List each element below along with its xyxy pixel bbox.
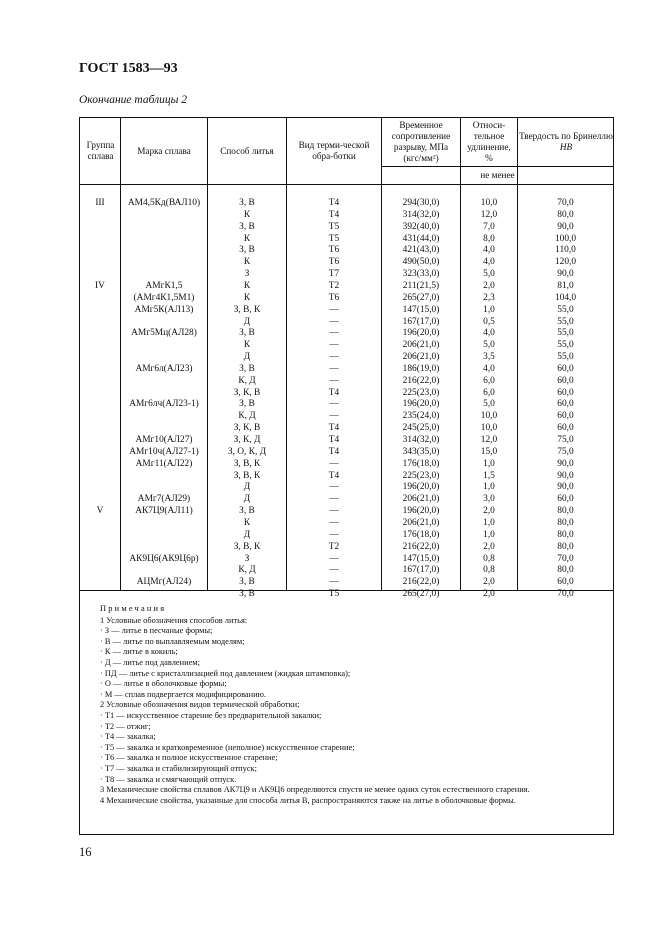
cell-hardness: 60,0 bbox=[557, 494, 574, 505]
cell-strength: 392(40,0) bbox=[402, 221, 440, 232]
cell-strength: 314(32,0) bbox=[402, 209, 440, 220]
cell-treatment: Т6 bbox=[328, 292, 340, 303]
header-bottom-rule bbox=[79, 184, 614, 185]
cell-grade: АК9Ц6(АК9Ц6р) bbox=[129, 553, 199, 564]
cell-treatment: — bbox=[329, 565, 339, 576]
cell-grade: АМг11(АЛ22) bbox=[135, 458, 193, 469]
cell-hardness: 70,0 bbox=[557, 198, 574, 208]
cell-strength: 196(20,0) bbox=[402, 328, 440, 339]
cell-hardness: 80,0 bbox=[557, 518, 574, 528]
cell-strength: 196(20,0) bbox=[402, 506, 440, 517]
cell-elongation: 2,0 bbox=[483, 280, 495, 291]
cell-strength: 225(23,0) bbox=[402, 470, 440, 481]
cell-group: IV bbox=[95, 280, 105, 291]
header-hardness: Твердость по Бринеллю НВ bbox=[519, 131, 613, 152]
cell-strength: 176(18,0) bbox=[402, 529, 440, 540]
cell-grade: АМгК1,5 bbox=[145, 280, 183, 291]
note-line: · Т4 — закалка; bbox=[100, 732, 156, 742]
cell-strength: 147(15,0) bbox=[402, 304, 440, 315]
cell-strength: 323(33,0) bbox=[402, 269, 440, 280]
note-line: · З — литье в песчаные формы; bbox=[100, 626, 213, 636]
cell-elongation: 7,0 bbox=[483, 221, 495, 232]
cell-elongation: 10,0 bbox=[480, 411, 498, 422]
cell-strength: 186(19,0) bbox=[402, 363, 440, 374]
cell-hardness: 60,0 bbox=[557, 577, 574, 588]
cell-grade: АМг6лч(АЛ23-1) bbox=[129, 399, 199, 410]
cell-treatment: Т4 bbox=[328, 435, 340, 445]
note-line: · Т6 — закалка и полное искусственное старение; bbox=[100, 753, 278, 763]
note-line: · Т1 — искусственное старение без предварительной закалки; bbox=[100, 710, 322, 720]
cell-elongation: 6,0 bbox=[483, 375, 495, 386]
notes-lines bbox=[100, 616, 605, 807]
cell-strength: 167(17,0) bbox=[402, 565, 440, 576]
cell-treatment: — bbox=[329, 399, 339, 410]
cell-strength: 216(22,0) bbox=[402, 541, 440, 552]
cell-grade: АМг5Мц(АЛ28) bbox=[131, 328, 197, 339]
note-line: · Т2 — отжиг; bbox=[100, 721, 151, 731]
cell-method: З, В, К bbox=[233, 458, 261, 469]
note-line: · В — литье по выплавляемым моделям; bbox=[100, 636, 245, 646]
cell-treatment: Т4 bbox=[328, 423, 340, 434]
cell-elongation: 10,0 bbox=[480, 198, 498, 208]
note-line: · К — литье в кокиль; bbox=[100, 647, 178, 657]
cell-method: З, В, К bbox=[233, 470, 261, 481]
cell-method: Д bbox=[243, 352, 251, 362]
cell-strength: 343(35,0) bbox=[402, 446, 440, 457]
cell-method: К bbox=[243, 280, 251, 291]
cell-strength: 216(22,0) bbox=[402, 577, 440, 588]
cell-hardness: 75,0 bbox=[557, 446, 574, 457]
cell-elongation: 5,0 bbox=[483, 269, 495, 280]
note-line: 4 Механические свойства, указанные для способа литья В, распространяются также на литье в оболочковые формы. bbox=[100, 795, 516, 805]
cell-method: К bbox=[243, 292, 251, 303]
notes-block bbox=[100, 604, 605, 806]
cell-elongation: 2,3 bbox=[483, 292, 495, 303]
cell-strength: 314(32,0) bbox=[402, 435, 440, 445]
cell-treatment: — bbox=[329, 340, 339, 351]
cell-treatment: — bbox=[329, 506, 339, 517]
cell-method: К, Д bbox=[238, 565, 256, 576]
col-divider bbox=[120, 117, 121, 590]
cell-strength: 167(17,0) bbox=[402, 316, 440, 327]
cell-strength: 176(18,0) bbox=[402, 458, 440, 469]
cell-method: К bbox=[243, 518, 251, 528]
cell-hardness: 90,0 bbox=[557, 470, 574, 481]
cell-treatment: Т2 bbox=[328, 541, 340, 552]
note-line: 2 Условные обозначения видов термической обработки; bbox=[100, 700, 300, 710]
note-line: · О — литье в оболочковые формы; bbox=[100, 679, 227, 689]
cell-strength: 235(24,0) bbox=[402, 411, 440, 422]
cell-method: Д bbox=[243, 494, 251, 505]
note-line: · Д — литье под давлением; bbox=[100, 657, 200, 667]
cell-grade: АМг7(АЛ29) bbox=[137, 494, 191, 505]
cell-method: З, В bbox=[239, 245, 255, 256]
cell-grade: АК7Ц9(АЛ11) bbox=[135, 506, 193, 517]
cell-method: З, К, В bbox=[233, 423, 261, 434]
cell-method: З, В, К bbox=[233, 541, 261, 552]
cell-method: З, В bbox=[239, 589, 255, 599]
cell-elongation: 1,0 bbox=[483, 518, 495, 528]
cell-elongation: 15,0 bbox=[480, 446, 498, 457]
cell-elongation: 8,0 bbox=[483, 233, 495, 244]
header-strength: Временное сопротивление разрыву, МПа (кгс/мм²) bbox=[391, 120, 451, 163]
cell-treatment: — bbox=[329, 316, 339, 327]
cell-hardness: 60,0 bbox=[557, 411, 574, 422]
cell-treatment: Т4 bbox=[328, 470, 340, 481]
cell-treatment: Т4 bbox=[328, 446, 340, 457]
cell-strength: 265(27,0) bbox=[402, 589, 440, 599]
note-line: · Т8 — закалка и смягчающий отпуск. bbox=[100, 774, 237, 784]
cell-method: К bbox=[243, 257, 251, 268]
cell-method: З bbox=[244, 269, 250, 280]
cell-treatment: Т4 bbox=[328, 198, 340, 208]
cell-hardness: 80,0 bbox=[557, 565, 574, 576]
cell-elongation: 12,0 bbox=[480, 209, 498, 220]
cell-treatment: — bbox=[329, 529, 339, 540]
cell-hardness: 55,0 bbox=[557, 328, 574, 339]
cell-elongation: 5,0 bbox=[483, 399, 495, 410]
note-line: · Т7 — закалка и стабилизирующий отпуск; bbox=[100, 763, 257, 773]
cell-method: К, Д bbox=[238, 411, 256, 422]
cell-treatment: Т6 bbox=[328, 257, 340, 268]
cell-treatment: — bbox=[329, 304, 339, 315]
cell-hardness: 80,0 bbox=[557, 506, 574, 517]
cell-strength: 211(21,5) bbox=[402, 280, 440, 291]
note-line: · Т5 — закалка и кратковременное (неполное) искусственное старение; bbox=[100, 742, 355, 752]
cell-grade: АЦМг(АЛ24) bbox=[136, 577, 192, 588]
cell-hardness: 90,0 bbox=[557, 221, 574, 232]
cell-strength: 490(50,0) bbox=[402, 257, 440, 268]
cell-hardness: 70,0 bbox=[557, 553, 574, 564]
cell-grade: АМг6л(АЛ23) bbox=[135, 363, 193, 374]
cell-elongation: 2,0 bbox=[483, 589, 495, 599]
cell-elongation: 1,0 bbox=[483, 529, 495, 540]
cell-strength: 294(30,0) bbox=[402, 198, 440, 208]
cell-hardness: 90,0 bbox=[557, 458, 574, 469]
header-method: Способ литья bbox=[220, 145, 274, 156]
cell-method: З, В bbox=[239, 577, 255, 588]
cell-method: З, В, К bbox=[233, 304, 261, 315]
cell-hardness: 75,0 bbox=[557, 435, 574, 445]
cell-strength: 431(44,0) bbox=[402, 233, 440, 244]
cell-treatment: Т6 bbox=[328, 245, 340, 256]
cell-elongation: 3,5 bbox=[483, 352, 495, 362]
cell-method: З, К, Д bbox=[233, 435, 261, 445]
cell-treatment: — bbox=[329, 458, 339, 469]
cell-grade: АМг10(АЛ27) bbox=[135, 435, 193, 445]
cell-treatment: — bbox=[329, 482, 339, 493]
cell-group: V bbox=[96, 506, 104, 517]
cell-method: К bbox=[243, 340, 251, 351]
cell-strength: 216(22,0) bbox=[402, 375, 440, 386]
cell-treatment: — bbox=[329, 553, 339, 564]
cell-hardness: 60,0 bbox=[557, 423, 574, 434]
cell-hardness: 81,0 bbox=[557, 280, 574, 291]
note-line: · М — сплав подвергается модифицированию. bbox=[100, 689, 266, 699]
cell-hardness: 100,0 bbox=[554, 233, 577, 244]
cell-hardness: 120,0 bbox=[554, 257, 577, 268]
cell-method: З, К, В bbox=[233, 387, 261, 398]
cell-group: III bbox=[95, 198, 105, 208]
header-min-note: не менее bbox=[480, 170, 515, 180]
cell-elongation: 12,0 bbox=[480, 435, 498, 445]
cell-strength: 206(21,0) bbox=[402, 494, 440, 505]
cell-hardness: 104,0 bbox=[554, 292, 577, 303]
cell-method: З, В bbox=[239, 506, 255, 517]
cell-elongation: 4,0 bbox=[483, 245, 495, 256]
cell-strength: 245(25,0) bbox=[402, 423, 440, 434]
page-number: 16 bbox=[79, 845, 92, 859]
cell-elongation: 1,0 bbox=[483, 458, 495, 469]
cell-grade: АМ4,5Кд(ВАЛ10) bbox=[127, 198, 201, 208]
header-treatment: Вид терми-ческой обра-ботки bbox=[298, 140, 370, 161]
cell-treatment: Т2 bbox=[328, 280, 340, 291]
cell-treatment: — bbox=[329, 375, 339, 386]
table-subtitle: Окончание таблицы 2 bbox=[79, 94, 187, 106]
cell-elongation: 0,8 bbox=[483, 553, 495, 564]
cell-hardness: 55,0 bbox=[557, 340, 574, 351]
cell-treatment: Т7 bbox=[328, 269, 340, 280]
cell-hardness: 55,0 bbox=[557, 316, 574, 327]
cell-grade: (АМг4К1,5М1) bbox=[133, 292, 195, 303]
cell-elongation: 0,8 bbox=[483, 565, 495, 576]
cell-elongation: 10,0 bbox=[480, 423, 498, 434]
cell-hardness: 55,0 bbox=[557, 352, 574, 362]
cell-hardness: 90,0 bbox=[557, 482, 574, 493]
cell-strength: 265(27,0) bbox=[402, 292, 440, 303]
cell-treatment: — bbox=[329, 577, 339, 588]
cell-elongation: 3,0 bbox=[483, 494, 495, 505]
cell-elongation: 2,0 bbox=[483, 577, 495, 588]
cell-treatment: Т4 bbox=[328, 209, 340, 220]
cell-grade: АМг5К(АЛ13) bbox=[134, 304, 194, 315]
cell-elongation: 4,0 bbox=[483, 328, 495, 339]
cell-hardness: 60,0 bbox=[557, 375, 574, 386]
note-line: 1 Условные обозначения способов литья: bbox=[100, 615, 248, 625]
cell-hardness: 80,0 bbox=[557, 529, 574, 540]
cell-elongation: 1,0 bbox=[483, 304, 495, 315]
cell-elongation: 1,0 bbox=[483, 482, 495, 493]
cell-treatment: — bbox=[329, 494, 339, 505]
cell-treatment: — bbox=[329, 411, 339, 422]
cell-grade: АМг10ч(АЛ27-1) bbox=[129, 446, 199, 457]
cell-elongation: 2,0 bbox=[483, 506, 495, 517]
cell-method: З, В bbox=[239, 198, 255, 208]
cell-elongation: 6,0 bbox=[483, 387, 495, 398]
cell-elongation: 2,0 bbox=[483, 541, 495, 552]
cell-elongation: 0,5 bbox=[483, 316, 495, 327]
cell-treatment: Т5 bbox=[328, 221, 340, 232]
cell-hardness: 60,0 bbox=[557, 387, 574, 398]
cell-method: К, Д bbox=[238, 375, 256, 386]
document-header: ГОСТ 1583—93 bbox=[79, 61, 178, 76]
cell-strength: 225(23,0) bbox=[402, 387, 440, 398]
cell-method: З, В bbox=[239, 363, 255, 374]
cell-strength: 147(15,0) bbox=[402, 553, 440, 564]
header-group: Группа сплава bbox=[86, 140, 115, 161]
cell-treatment: Т4 bbox=[328, 387, 340, 398]
cell-treatment: — bbox=[329, 352, 339, 362]
cell-strength: 196(20,0) bbox=[402, 482, 440, 493]
cell-strength: 196(20,0) bbox=[402, 399, 440, 410]
cell-treatment: — bbox=[329, 363, 339, 374]
cell-hardness: 55,0 bbox=[557, 304, 574, 315]
cell-method: К bbox=[243, 233, 251, 244]
notes-title: Примечания bbox=[100, 604, 167, 613]
cell-strength: 206(21,0) bbox=[402, 340, 440, 351]
cell-strength: 206(21,0) bbox=[402, 352, 440, 362]
cell-method: Д bbox=[243, 529, 251, 540]
cell-hardness: 80,0 bbox=[557, 209, 574, 220]
cell-elongation: 4,0 bbox=[483, 363, 495, 374]
cell-hardness: 70,0 bbox=[557, 589, 574, 599]
cell-method: З, В bbox=[239, 399, 255, 410]
cell-method: З bbox=[244, 553, 250, 564]
cell-elongation: 4,0 bbox=[483, 257, 495, 268]
cell-method: Д bbox=[243, 316, 251, 327]
cell-treatment: — bbox=[329, 328, 339, 339]
cell-elongation: 1,5 bbox=[483, 470, 495, 481]
cell-hardness: 80,0 bbox=[557, 541, 574, 552]
header-elongation: Относи-тельное удлинение, % bbox=[467, 120, 511, 163]
header-grade: Марка сплава bbox=[137, 145, 191, 156]
cell-hardness: 90,0 bbox=[557, 269, 574, 280]
cell-method: З, В bbox=[239, 328, 255, 339]
cell-treatment: Т5 bbox=[328, 233, 340, 244]
cell-treatment: Т5 bbox=[328, 589, 340, 599]
cell-elongation: 5,0 bbox=[483, 340, 495, 351]
cell-hardness: 110,0 bbox=[555, 245, 576, 256]
cell-strength: 421(43,0) bbox=[402, 245, 440, 256]
cell-strength: 206(21,0) bbox=[402, 518, 440, 528]
cell-hardness: 60,0 bbox=[557, 363, 574, 374]
cell-method: Д bbox=[243, 482, 251, 493]
cell-hardness: 60,0 bbox=[557, 399, 574, 410]
cell-method: К bbox=[243, 209, 251, 220]
note-line: 3 Механические свойства сплавов АК7Ц9 и АК9Ц6 определяются спустя не менее одних суток естественного старения. bbox=[100, 785, 530, 795]
cell-treatment: — bbox=[329, 518, 339, 528]
cell-method: З, О, К, Д bbox=[227, 446, 267, 457]
note-line: · ПД — литье с кристаллизацией под давлением (жидкая штамповка); bbox=[100, 668, 351, 678]
cell-method: З, В bbox=[239, 221, 255, 232]
